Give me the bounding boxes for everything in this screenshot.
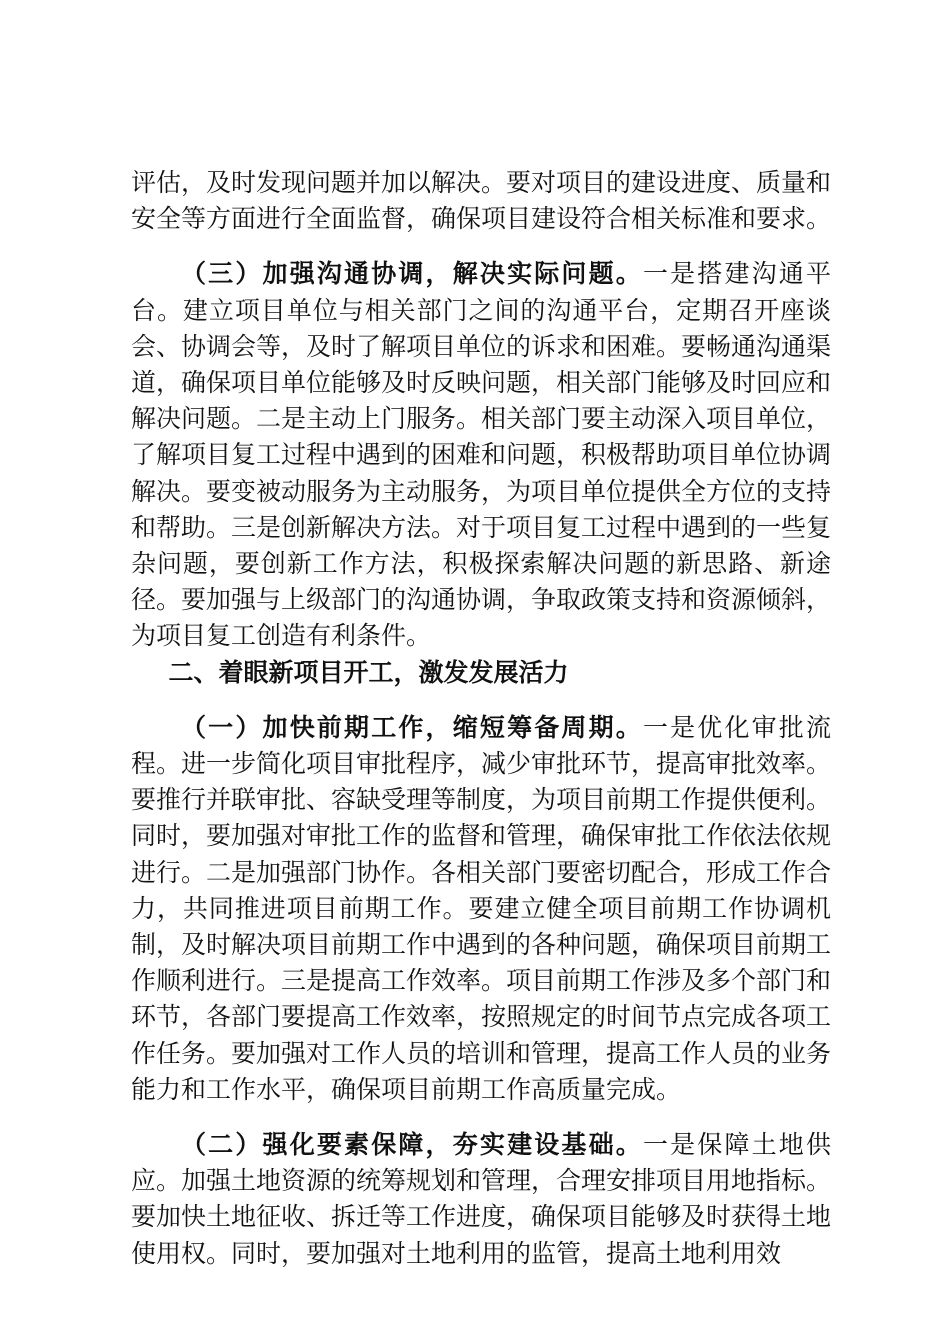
- paragraph-continuation: [131, 165, 831, 237]
- paragraph-lead: （三）加强沟通协调，解决实际问题。: [181, 259, 643, 289]
- document-page: [131, 165, 831, 1272]
- paragraph-factor-guarantee: [131, 1127, 831, 1272]
- paragraph-preliminary-work: [131, 710, 831, 1108]
- paragraph-text: 评估，及时发现问题并加以解决。要对项目的建设进度、质量和安全等方面进行全面监督，确保项目建设符合相关标准和要求。: [131, 168, 832, 234]
- paragraph-communication-coordination: [131, 256, 831, 654]
- section-heading: 二、着眼新项目开工，激发发展活力: [168, 657, 569, 687]
- paragraph-text: 一是优化审批流程。进一步简化项目审批程序，减少审批环节，提高审批效率。要推行并联审批、容缺受理等制度，为项目前期工作提供便利。同时，要加强对审批工作的监督和管理，确保审批工作依法依规进行。二是加强部门协作。各相关部门要密切配合，形成工作合力，共同推进项目前期工作。要建立健全项目前期工作协调机制，及时解决项目前期工作中遇到的各种问题，确保项目前期工作顺利进行。三是提高工作效率。项目前期工作涉及多个部门和环节，各部门要提高工作效率，按照规定的时间节点完成各项工作任务。要加强对工作人员的培训和管理，提高工作人员的业务能力和工作水平，确保项目前期工作高质量完成。: [131, 712, 832, 1104]
- paragraph-text: 一是保障土地供应。加强土地资源的统筹规划和管理，合理安排项目用地指标。要加快土地征收、拆迁等工作进度，确保项目能够及时获得土地使用权。同时，要加强对土地利用的监管，提高土地利用效: [131, 1130, 832, 1268]
- paragraph-lead: （一）加快前期工作，缩短筹备周期。: [181, 712, 643, 742]
- paragraph-lead: （二）强化要素保障，夯实建设基础。: [181, 1130, 643, 1160]
- paragraph-text: 一是搭建沟通平台。建立项目单位与相关部门之间的沟通平台，定期召开座谈会、协调会等，及时了解项目单位的诉求和困难。要畅通沟通渠道，确保项目单位能够及时反映问题，相关部门能够及时回应和解决问题。二是主动上门服务。相关部门要主动深入项目单位，了解项目复工过程中遇到的困难和问题，积极帮助项目单位协调解决。要变被动服务为主动服务，为项目单位提供全方位的支持和帮助。三是创新解决方法。对于项目复工过程中遇到的一些复杂问题，要创新工作方法，积极探索解决问题的新思路、新途径。要加强与上级部门的沟通协调，争取政策支持和资源倾斜，为项目复工创造有利条件。: [131, 259, 832, 651]
